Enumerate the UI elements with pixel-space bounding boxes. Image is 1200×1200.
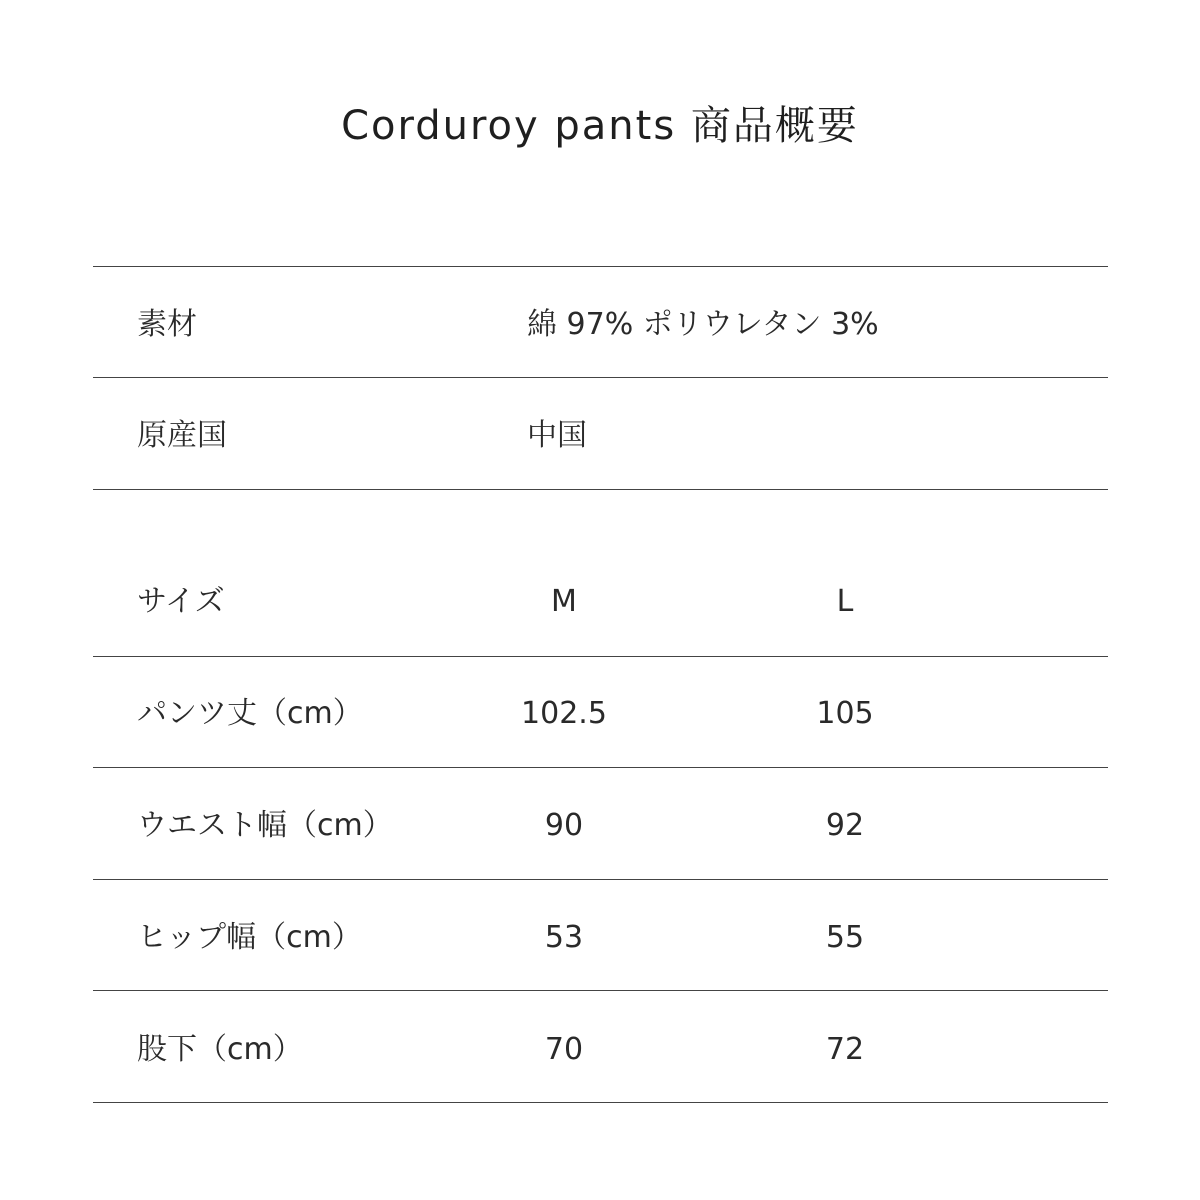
size-header-m: M xyxy=(551,584,577,619)
origin-label: 原産国 xyxy=(137,418,227,453)
material-value: 綿 97% ポリウレタン 3% xyxy=(527,307,879,342)
table-cell-m: 53 xyxy=(544,920,584,955)
table-row-label: ウエスト幅（cm） xyxy=(137,808,393,843)
table-row-label: ヒップ幅（cm） xyxy=(137,920,362,955)
table-row-label: パンツ丈（cm） xyxy=(137,696,363,731)
table-row-label: 股下（cm） xyxy=(137,1032,303,1067)
table-divider xyxy=(93,266,1108,267)
table-divider xyxy=(93,879,1108,880)
table-cell-l: 105 xyxy=(816,696,874,731)
table-divider xyxy=(93,990,1108,991)
material-label: 素材 xyxy=(137,307,197,342)
table-divider xyxy=(93,767,1108,768)
table-cell-m: 102.5 xyxy=(521,696,607,731)
table-cell-m: 90 xyxy=(544,808,584,843)
table-cell-l: 55 xyxy=(825,920,865,955)
table-divider xyxy=(93,377,1108,378)
page-title: Corduroy pants 商品概要 xyxy=(341,103,859,149)
table-divider xyxy=(93,656,1108,657)
origin-value: 中国 xyxy=(527,418,587,453)
table-cell-l: 92 xyxy=(825,808,865,843)
table-divider xyxy=(93,489,1108,490)
table-cell-m: 70 xyxy=(544,1032,584,1067)
table-divider xyxy=(93,1102,1108,1103)
size-header-label: サイズ xyxy=(137,584,225,619)
table-cell-l: 72 xyxy=(825,1032,865,1067)
size-header-l: L xyxy=(836,584,854,619)
